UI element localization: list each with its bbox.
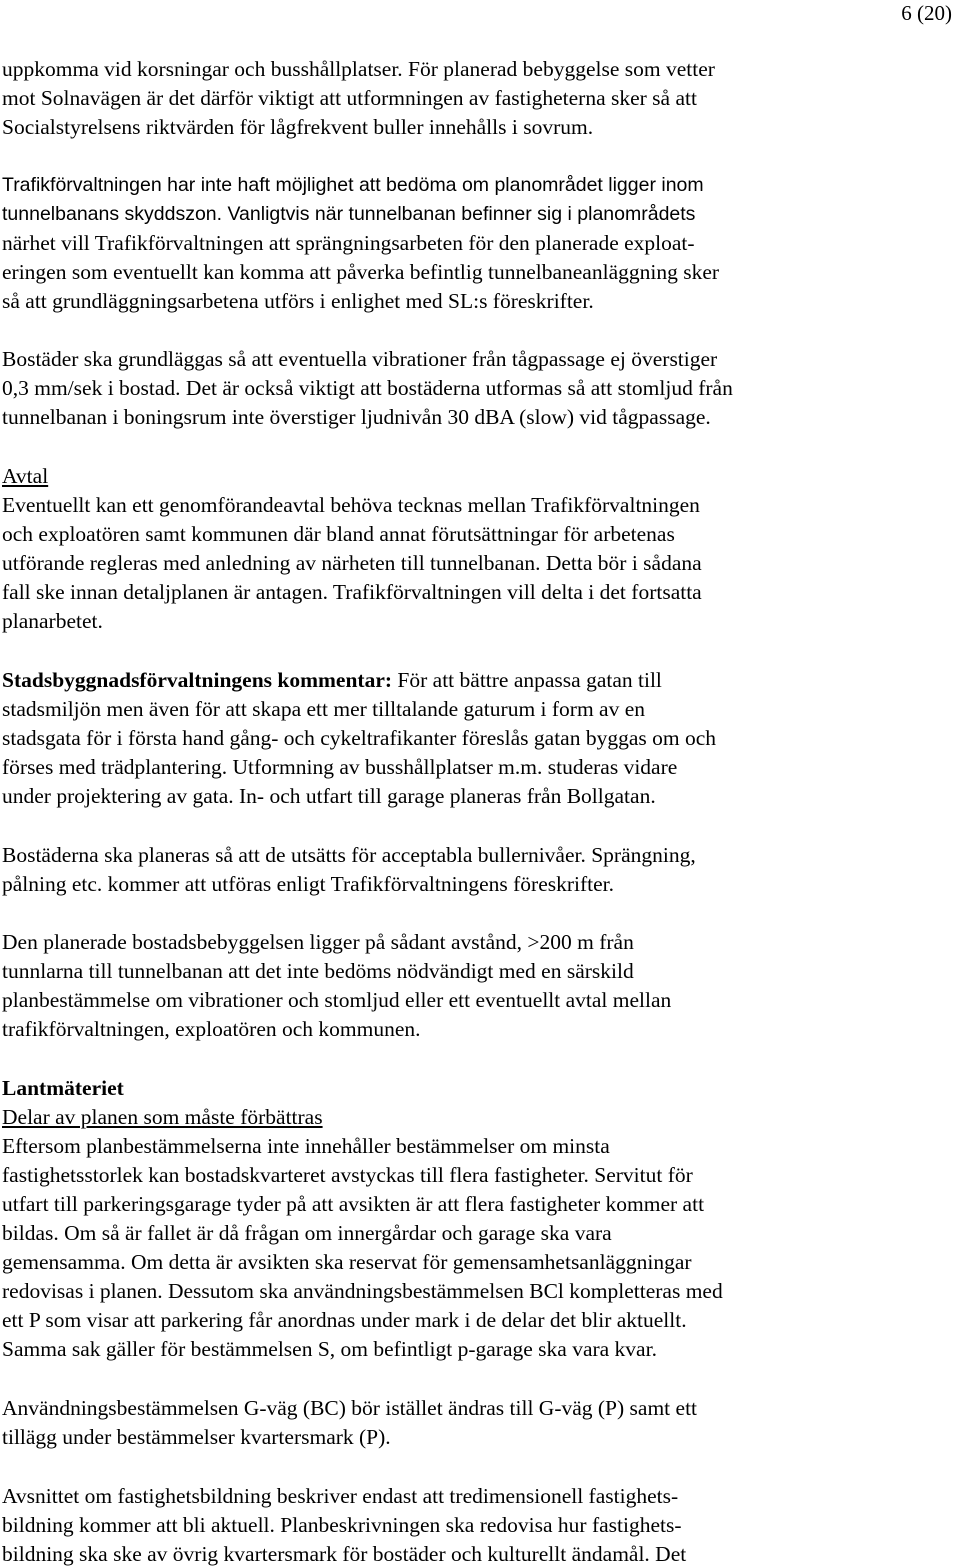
text-line: tunnlarna till tunnelbanan att det inte bedöms nödvändigt med en särskild <box>2 959 634 983</box>
text-line: trafikförvaltningen, exploatören och kommunen. <box>2 1017 421 1041</box>
text-line: tunnelbanan i boningsrum inte överstiger ljudnivån 30 dBA (slow) vid tågpassage. <box>2 405 711 429</box>
text-line: stadsgata för i första hand gång- och cykeltrafikanter föreslås gatan byggas om och <box>2 726 717 750</box>
section-heading-avtal: Avtal <box>2 464 49 488</box>
text-line: Bostäderna ska planeras så att de utsätts för acceptabla bullernivåer. Sprängning, <box>2 843 696 867</box>
text-line: fall ske innan detaljplanen är antagen. Trafikförvaltningen vill delta i det fortsatta <box>2 580 702 604</box>
text-span: För att bättre anpassa gatan till <box>392 668 662 692</box>
text-line: gemensamma. Om detta är avsikten ska reservat för gemensamhetsanläggningar <box>2 1250 692 1274</box>
text-line: 0,3 mm/sek i bostad. Det är också viktigt att bostäderna utformas så att stomljud från <box>2 376 733 400</box>
text-line: förses med trädplantering. Utformning av busshållplatser m.m. studeras vidare <box>2 755 678 779</box>
text-span: tunnelbanans skyddszon. <box>2 203 223 225</box>
text-line: pålning etc. kommer att utföras enligt Trafikförvaltningens föreskrifter. <box>2 872 615 896</box>
text-line: Samma sak gäller för bestämmelsen S, om befintligt p-garage ska vara kvar. <box>2 1337 657 1361</box>
text-line <box>2 666 662 694</box>
text-line: redovisas i planen. Dessutom ska användningsbestämmelsen BCl kompletteras med <box>2 1279 723 1303</box>
text-line: uppkomma vid korsningar och busshållplatser. För planerad bebyggelse som vetter <box>2 57 715 81</box>
text-line: utfart till parkeringsgarage tyder på att avsikten är att flera fastigheter kommer att <box>2 1192 705 1216</box>
text-line: mot Solnavägen är det därför viktigt att utformningen av fastigheterna sker så att <box>2 86 697 110</box>
text-line: stadsmiljön men även för att skapa ett mer tilltalande gaturum i form av en <box>2 697 646 721</box>
text-line: Bostäder ska grundläggas så att eventuella vibrationer från tågpassage ej överstiger <box>2 347 718 371</box>
text-line: planbestämmelse om vibrationer och stomljud eller ett eventuellt avtal mellan <box>2 988 672 1012</box>
text-line <box>2 200 695 228</box>
text-line: bildning kommer att bli aktuell. Planbeskrivningen ska redovisa hur fastighets- <box>2 1513 682 1537</box>
text-line: närhet vill Trafikförvaltningen att sprängningsarbeten för den planerade exploat- <box>2 231 695 255</box>
text-line: planarbetet. <box>2 609 103 633</box>
text-line: och exploatören samt kommunen där bland annat förutsättningar för arbetenas <box>2 522 675 546</box>
text-line: Eftersom planbestämmelserna inte innehåller bestämmelser om minsta <box>2 1134 610 1158</box>
text-line: bildas. Om så är fallet är då frågan om innergårdar och garage ska vara <box>2 1221 612 1245</box>
text-line: Eventuellt kan ett genomförandeavtal behöva tecknas mellan Trafikförvaltningen <box>2 493 700 517</box>
text-line: tillägg under bestämmelser kvartersmark (P). <box>2 1425 391 1449</box>
subsection-heading: Delar av planen som måste förbättras <box>2 1105 323 1129</box>
text-line: Trafikförvaltningen har inte haft möjlighet att bedöma om planområdet ligger inom <box>2 174 704 196</box>
comment-heading: Stadsbyggnadsförvaltningens kommentar: <box>2 668 393 692</box>
text-line: ett P som visar att parkering får anordnas under mark i de delar det blir aktuellt. <box>2 1308 687 1332</box>
page-number: 6 (20) <box>901 1 952 25</box>
text-line: Socialstyrelsens riktvärden för lågfrekvent buller innehålls i sovrum. <box>2 115 594 139</box>
text-line: bildning ska ske av övrig kvartersmark för bostäder och kulturellt ändamål. Det <box>2 1542 687 1566</box>
text-line: Avsnittet om fastighetsbildning beskriver endast att tredimensionell fastighets- <box>2 1484 679 1508</box>
text-line: eringen som eventuellt kan komma att påverka befintlig tunnelbaneanläggning sker <box>2 260 720 284</box>
text-line: Användningsbestämmelsen G-väg (BC) bör istället ändras till G-väg (P) samt ett <box>2 1396 698 1420</box>
text-line: utförande regleras med anledning av närheten till tunnelbanan. Detta bör i sådana <box>2 551 702 575</box>
section-heading-lantmateriet: Lantmäteriet <box>2 1076 124 1100</box>
text-span: Vanligtvis när tunnelbanan befinner sig i planområdets <box>222 203 696 225</box>
text-line: Den planerade bostadsbebyggelsen ligger på sådant avstånd, >200 m från <box>2 930 634 954</box>
text-line: så att grundläggningsarbetena utförs i enlighet med SL:s föreskrifter. <box>2 289 594 313</box>
text-line: fastighetsstorlek kan bostadskvarteret avstyckas till flera fastigheter. Servitut för <box>2 1163 693 1187</box>
text-line: under projektering av gata. In- och utfart till garage planeras från Bollgatan. <box>2 784 656 808</box>
